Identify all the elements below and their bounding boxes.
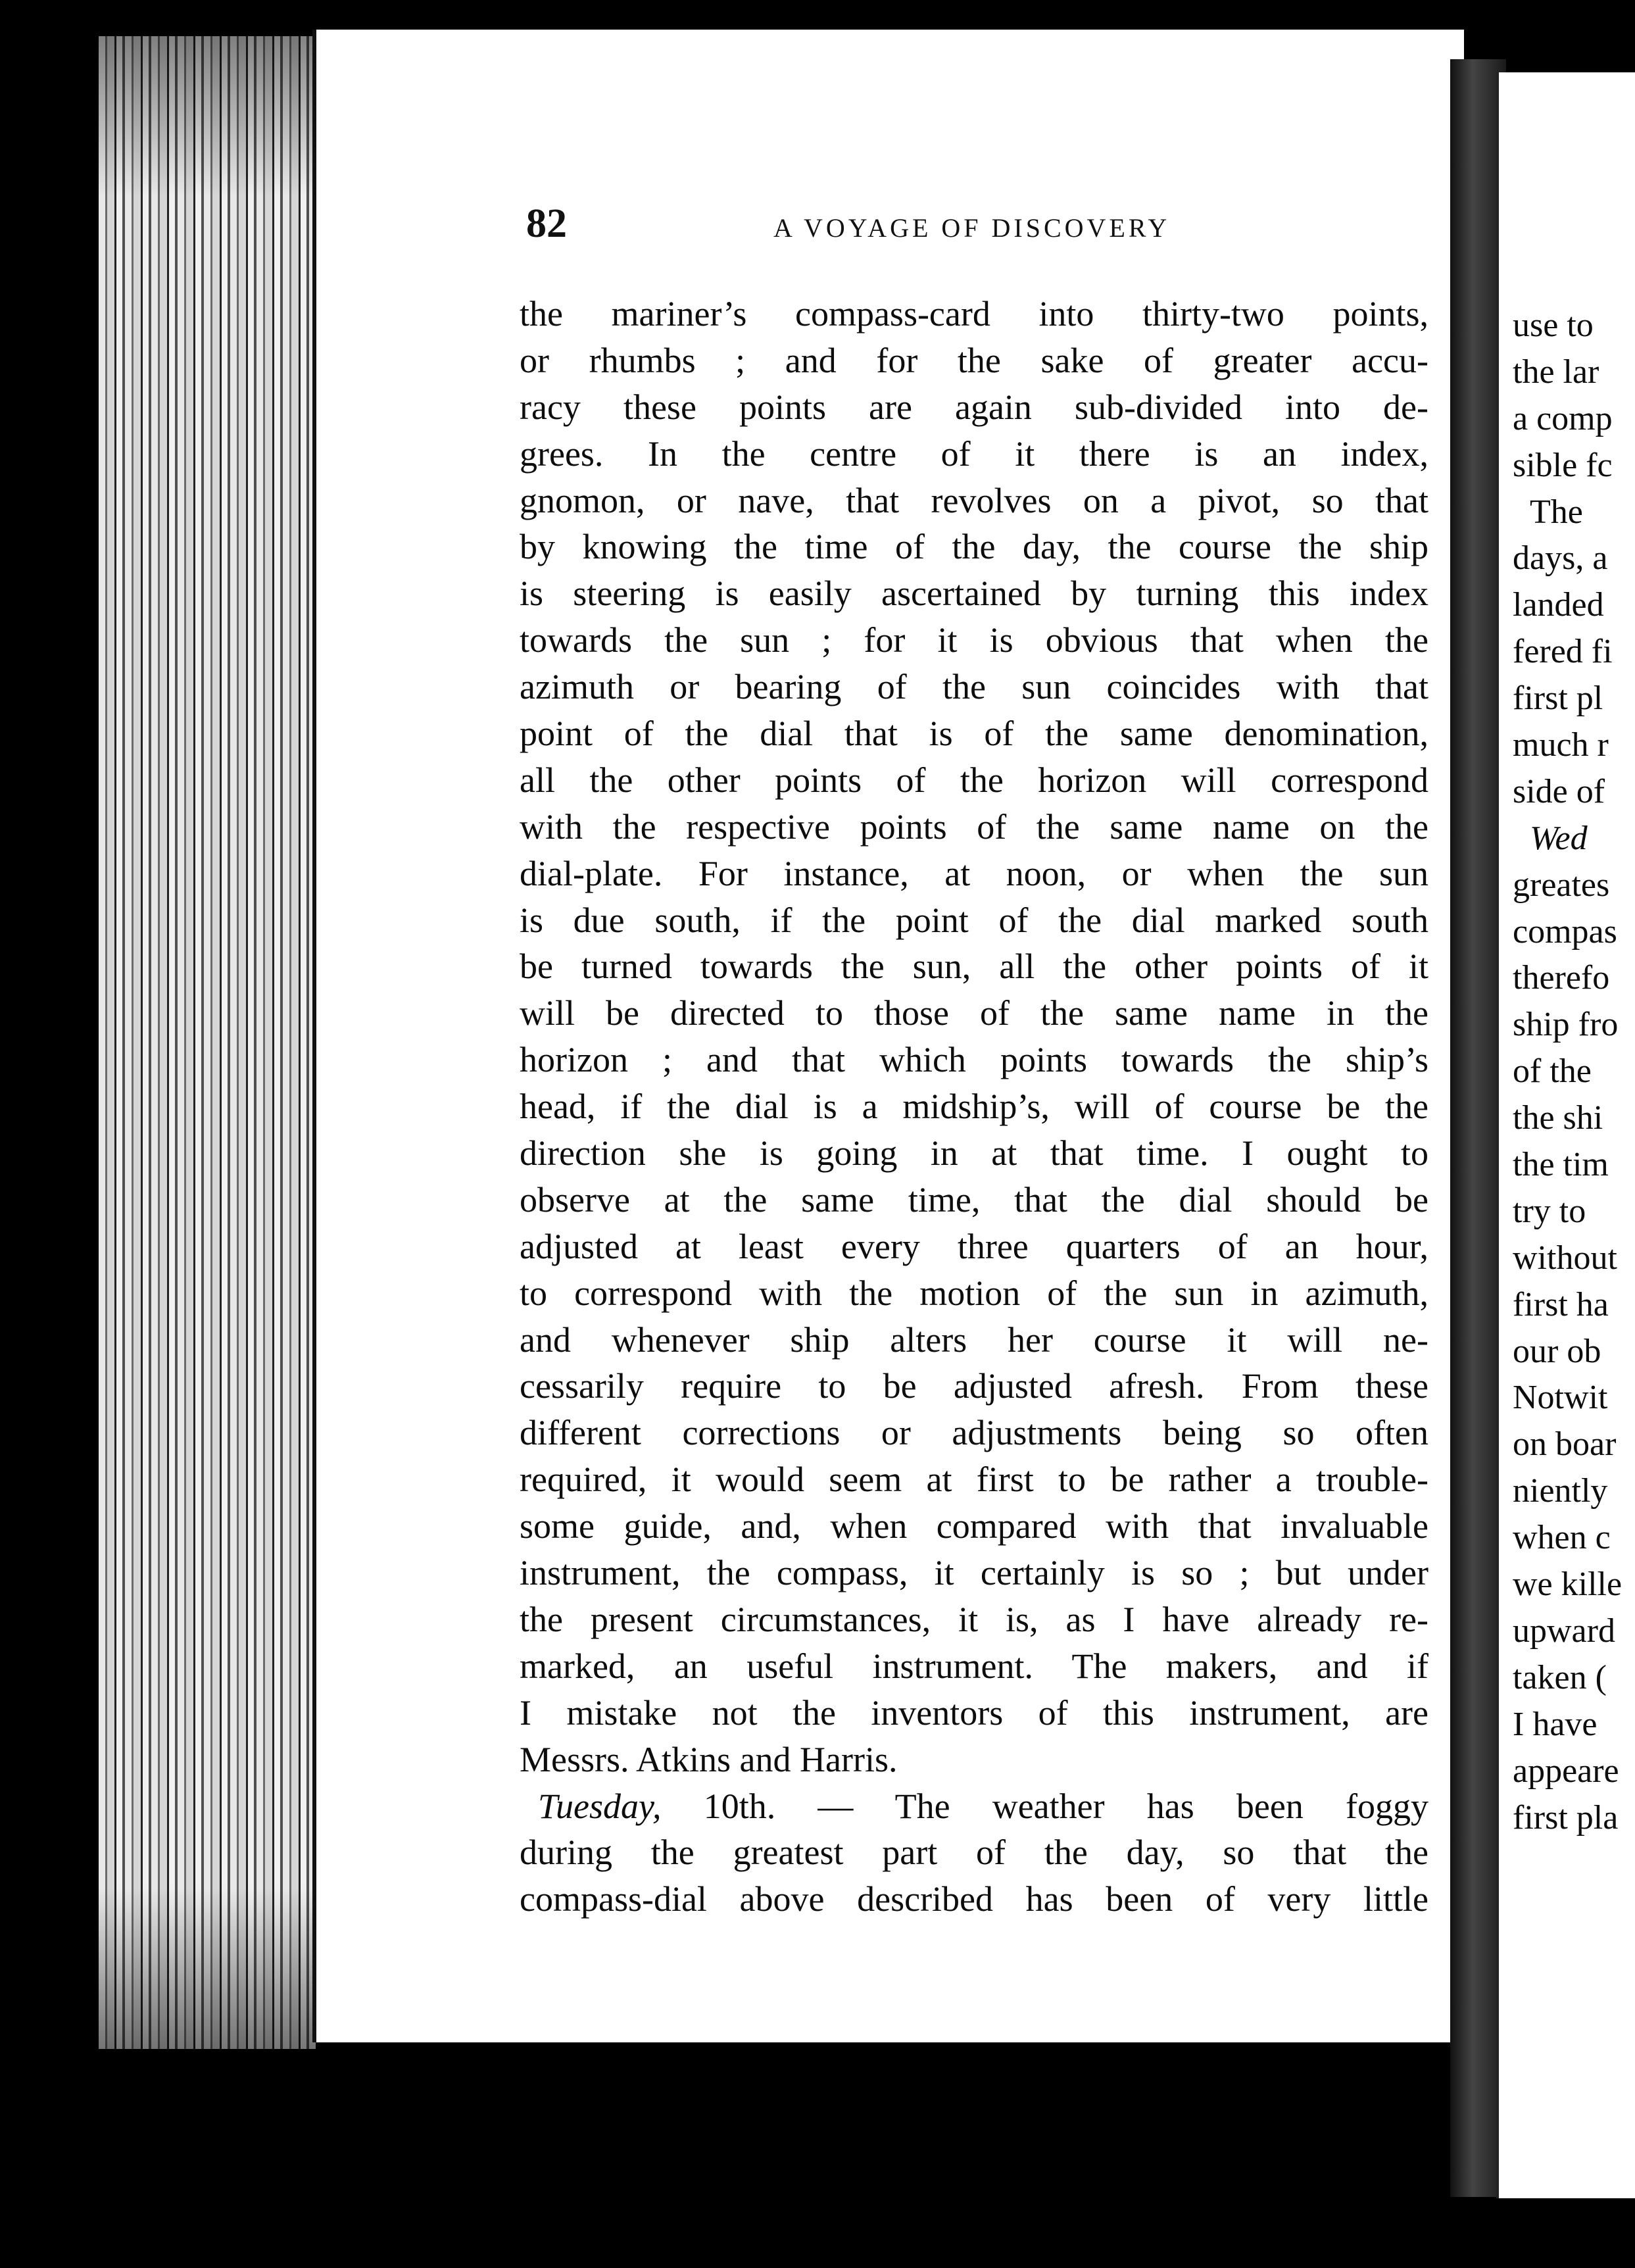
text-line: some guide, and, when compared with that invaluable bbox=[520, 1506, 1428, 1546]
text-line: be turned towards the sun, all the other points of it bbox=[520, 947, 1428, 987]
text-line: adjusted at least every three quarters of an hour, bbox=[520, 1226, 1428, 1266]
text-line: marked, an useful instrument. The makers, and if bbox=[520, 1646, 1428, 1686]
right-page-line: the shi bbox=[1513, 1099, 1603, 1137]
right-page-line: on boar bbox=[1513, 1425, 1617, 1464]
entry-lines bbox=[520, 1829, 1428, 1923]
right-page-line: first ha bbox=[1513, 1285, 1609, 1323]
running-head bbox=[526, 201, 1447, 260]
right-page-line: we kille bbox=[1513, 1565, 1623, 1604]
right-page-text bbox=[1513, 303, 1635, 1841]
text-line: will be directed to those of the same name in the bbox=[520, 993, 1428, 1033]
right-page-line: greates bbox=[1513, 866, 1610, 904]
text-line: gnomon, or nave, that revolves on a pivot, so that bbox=[520, 480, 1428, 520]
text-line: different corrections or adjustments being so often bbox=[520, 1413, 1428, 1453]
text-line: azimuth or bearing of the sun coincides with that bbox=[520, 667, 1428, 707]
text-line: Messrs. Atkins and Harris. bbox=[520, 1739, 898, 1779]
right-page-line: a comp bbox=[1513, 399, 1613, 437]
text-line: direction she is going in at that time. I ought to bbox=[520, 1133, 1428, 1173]
right-page-line: days, a bbox=[1513, 539, 1608, 578]
text-line: during the greatest part of the day, so that the bbox=[520, 1833, 1428, 1873]
right-page-line: I have bbox=[1513, 1705, 1598, 1743]
body-lines bbox=[520, 291, 1428, 1783]
right-page-line: side of bbox=[1513, 772, 1605, 810]
text-line: the present circumstances, it is, as I have already re- bbox=[520, 1599, 1428, 1639]
text-line: compass-dial above described has been of very little bbox=[520, 1879, 1428, 1919]
running-title: A VOYAGE OF DISCOVERY bbox=[773, 213, 1171, 243]
entry-day: Tuesday, bbox=[538, 1786, 662, 1826]
text-line: dial-plate. For instance, at noon, or when the sun bbox=[520, 853, 1428, 893]
right-page-line: ship fro bbox=[1513, 1006, 1619, 1044]
right-page-line: much r bbox=[1513, 726, 1609, 764]
entry-first-line-text: — The weather has been foggy bbox=[775, 1786, 1429, 1826]
text-line: horizon ; and that which points towards the ship’s bbox=[520, 1040, 1428, 1080]
right-page-line: Notwit bbox=[1513, 1379, 1608, 1417]
text-line: the mariner’s compass-card into thirty-two points, bbox=[520, 294, 1428, 333]
text-line: head, if the dial is a midship’s, will of course be the bbox=[520, 1087, 1428, 1127]
right-page-line: without bbox=[1513, 1239, 1617, 1277]
right-page-line: appeare bbox=[1513, 1752, 1619, 1790]
right-page-line: fered fi bbox=[1513, 633, 1613, 671]
text-line: is steering is easily ascertained by turning this index bbox=[520, 574, 1428, 614]
text-line: racy these points are again sub-divided into de- bbox=[520, 387, 1428, 427]
right-page-line: The bbox=[1530, 493, 1583, 531]
text-line: required, it would seem at first to be rather a trouble- bbox=[520, 1460, 1428, 1500]
right-page-line: upward bbox=[1513, 1612, 1615, 1650]
text-line: cessarily require to be adjusted afresh. From these bbox=[520, 1366, 1428, 1406]
right-page-line: of the bbox=[1513, 1052, 1592, 1091]
text-line: and whenever ship alters her course it will ne- bbox=[520, 1319, 1428, 1360]
page-number: 82 bbox=[526, 201, 567, 246]
right-page-line: first pl bbox=[1513, 679, 1603, 718]
right-page-line: the lar bbox=[1513, 353, 1599, 391]
text-line: is due south, if the point of the dial marked south bbox=[520, 900, 1428, 940]
body-text bbox=[520, 291, 1428, 1923]
page-edges-shadow bbox=[99, 36, 316, 2049]
right-page-line: first pla bbox=[1513, 1798, 1619, 1837]
right-page-line: taken ( bbox=[1513, 1658, 1607, 1696]
right-page-line: compas bbox=[1513, 912, 1617, 950]
right-page-line: our ob bbox=[1513, 1332, 1601, 1370]
text-line: or rhumbs ; and for the sake of greater accu- bbox=[520, 340, 1428, 380]
text-line: point of the dial that is of the same denomination, bbox=[520, 714, 1428, 754]
text-line: I mistake not the inventors of this instrument, are bbox=[520, 1692, 1428, 1733]
right-page-line: sible fc bbox=[1513, 446, 1613, 484]
right-page-line: therefo bbox=[1513, 959, 1610, 997]
text-line: instrument, the compass, it certainly is so ; but under bbox=[520, 1553, 1428, 1593]
text-line: observe at the same time, that the dial should be bbox=[520, 1179, 1428, 1220]
right-page-line: the tim bbox=[1513, 1146, 1609, 1184]
right-page-line: Wed bbox=[1530, 819, 1588, 857]
text-line: to correspond with the motion of the sun in azimuth, bbox=[520, 1273, 1428, 1313]
text-line: grees. In the centre of it there is an index, bbox=[520, 433, 1428, 474]
right-page-line: niently bbox=[1513, 1472, 1608, 1510]
text-line: all the other points of the horizon will correspond bbox=[520, 760, 1428, 800]
text-line: by knowing the time of the day, the course the ship bbox=[520, 527, 1428, 567]
right-page-line: use to bbox=[1513, 307, 1594, 344]
right-page-line: landed bbox=[1513, 586, 1604, 624]
text-line: with the respective points of the same name on the bbox=[520, 806, 1428, 847]
entry-first-line bbox=[520, 1783, 1428, 1830]
text-line: towards the sun ; for it is obvious that when the bbox=[520, 620, 1428, 660]
right-page-line: when c bbox=[1513, 1519, 1611, 1557]
right-page-line: try to bbox=[1513, 1192, 1586, 1230]
entry-date: 10th. bbox=[703, 1786, 776, 1826]
